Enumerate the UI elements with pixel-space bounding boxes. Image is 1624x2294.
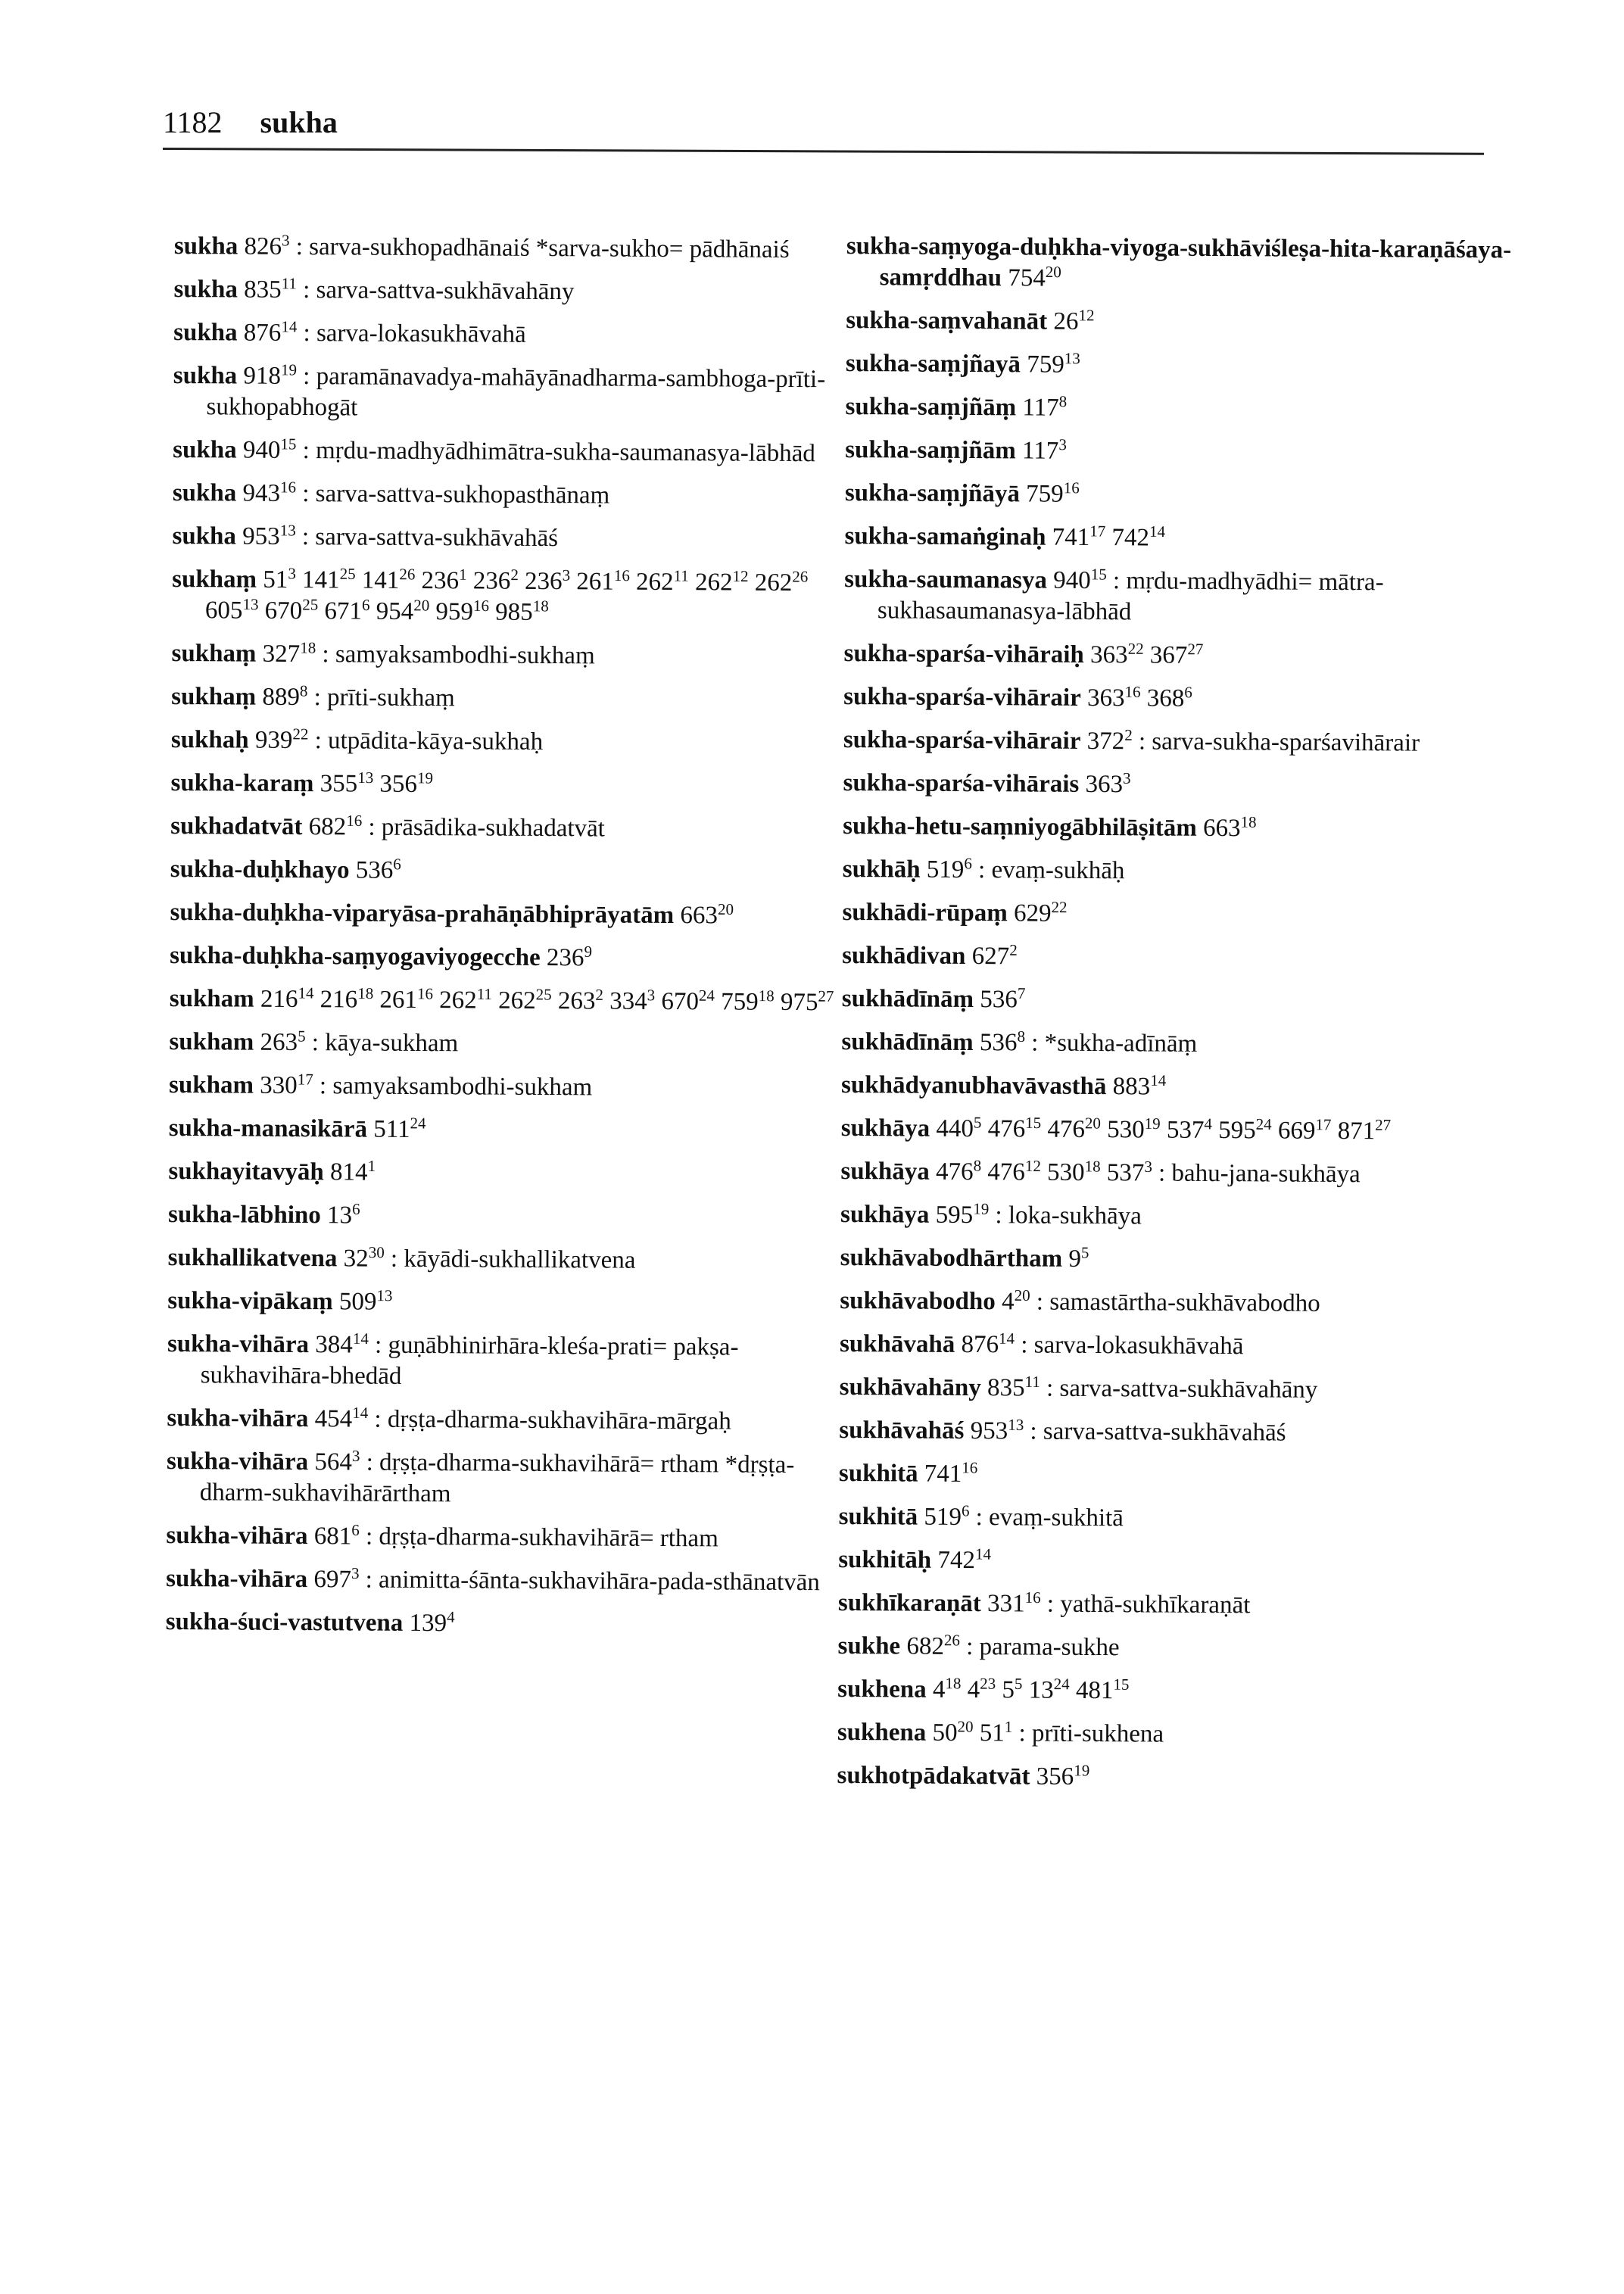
entry-references: $835^{11}$ (987, 1372, 1040, 1402)
index-entry: sukha-saumanasya $940^{15}$ : mṛdu-madhyādhi= mātra-sukhasaumanasya-lābhād (844, 565, 1384, 626)
entry-references: $536^8$ (979, 1027, 1026, 1057)
entry-gloss: mṛdu-madhyādhi= mātra-sukhasaumanasya-lābhād (877, 567, 1384, 626)
entry-gloss: loka-sukhāya (1008, 1202, 1142, 1230)
index-entry: sukhāḥ $519^6$ : evaṃ-sukhāḥ (842, 854, 1125, 885)
entry-references: $536^7$ (980, 983, 1026, 1014)
entry-headword: sukha-lābhino (167, 1200, 321, 1230)
entry-headword: sukha-saṃjñām (845, 435, 1016, 465)
entry-gloss: bahu-jana-sukhāya (1171, 1159, 1361, 1189)
index-entry: sukha $943^{16}$ : sarva-sattva-sukhopasthānaṃ (172, 478, 610, 510)
entry-headword: sukhe (837, 1632, 901, 1660)
entry-references: $814^1$ (329, 1157, 376, 1186)
entry-references: $629^{22}$ (1013, 898, 1068, 927)
entry-references: $889^8$ (262, 681, 308, 712)
entry-gloss: samyaksambodhi-sukham (332, 1072, 593, 1102)
index-entry (838, 1544, 1520, 1579)
entry-references: $939^{22}$ (254, 725, 309, 754)
entry-gloss: evaṃ-sukhāḥ (991, 856, 1125, 885)
entry-gloss: kāyādi-sukhallikatvena (404, 1245, 636, 1274)
index-entry (846, 231, 1527, 297)
entry-references: $943^{16}$ (242, 478, 297, 507)
entry-headword: sukhayitavyāḥ (168, 1157, 324, 1186)
index-entry (846, 305, 1527, 340)
entry-headword: sukha-sparśa-vihārais (843, 768, 1080, 798)
entry-headword: sukhādyanubhavāvasthā (840, 1071, 1107, 1101)
index-entry: sukha-vihāra $454^{14}$ : dṛṣṭa-dharma-sukhavihāra-mārgaḥ (167, 1403, 731, 1435)
entry-headword: sukhāya (840, 1157, 930, 1186)
entry-references: $940^{15}$ (1053, 565, 1107, 594)
entry-headword: sukha-saṃjñāṃ (845, 392, 1017, 422)
index-entry: sukha-vihāra $681^6$ : dṛṣṭa-dharma-sukhavihārā= rtham (166, 1520, 718, 1553)
entry-headword: sukhāvahāś (839, 1416, 965, 1445)
entry-references: $139^4$ (409, 1607, 455, 1638)
index-entry: sukha $940^{15}$ : mṛdu-madhyādhimātra-sukha-saumanasya-lābhād (173, 435, 815, 468)
entry-references: $384^{14}$ (315, 1329, 369, 1359)
entry-references: $509^{13}$ (338, 1286, 393, 1316)
left-column (166, 231, 856, 1653)
entry-references: $327^{18}$ (262, 638, 316, 669)
entry-headword: sukha-sparśa-vihārair (843, 682, 1081, 712)
entry-headword: sukham (169, 984, 254, 1013)
entry-headword: sukha-vihāra (167, 1404, 309, 1433)
entry-gloss: paramānavadya-mahāyānadharma-sambhoga-prīti-sukhopabhogāt (206, 363, 826, 422)
index-entry (842, 983, 1523, 1018)
entry-headword: sukhādīnāṃ (841, 984, 974, 1014)
entry-gloss: prīti-sukhena (1031, 1719, 1164, 1748)
entry-references: $51^3$ $141^{25}$ $141^{26}$ $236^1$ $236^2$ $236^3$ $261^{16}$ $262^{11}$ $262^{12}$ $262^{26}$ $605^{13}$ $670^{25}$ $671^6$ $954^{20}$ $959^{16}$ $985^{18}$ (204, 564, 809, 626)
index-entry: sukhāvahā $876^{14}$ : sarva-lokasukhāvahā (839, 1329, 1244, 1361)
entry-references: $454^{14}$ (314, 1403, 369, 1433)
entry-gloss: guṇābhinirhāra-kleśa-prati= pakṣa-sukhavihāra-bhedād (200, 1331, 739, 1390)
entry-headword: sukhitāḥ (838, 1545, 932, 1574)
entry-headword: sukha-saṃyoga-duḥkha-viyoga-sukhāviśleṣa-hita-karaṇāśaya-samṛddhau (846, 232, 1512, 292)
entry-references: $876^{14}$ (243, 317, 298, 347)
index-entry: sukha-vihāra $564^3$ : dṛṣṭa-dharma-sukhavihārā= rtham *dṛṣṭa-dharm-sukhavihārārtham (166, 1446, 795, 1508)
entry-headword: sukha-saṃjñāyā (844, 478, 1021, 508)
index-entry (170, 940, 851, 975)
entry-references: $519^6$ (926, 854, 972, 884)
entry-references: $511^{24}$ (373, 1114, 426, 1143)
entry-headword: sukha-duḥkha-viparyāsa-prahāṇābhiprāyatām (170, 898, 675, 930)
entry-references: $682^{16}$ (308, 811, 363, 841)
entry-references: $117^8$ (1022, 392, 1068, 422)
entry-headword: sukhadatvāt (170, 812, 303, 841)
entry-headword: sukham (169, 1027, 254, 1056)
entry-references: $835^{11}$ (244, 274, 298, 304)
entry-headword: sukha (173, 435, 237, 464)
header-rule (163, 148, 1484, 155)
page-number: 1182 (163, 105, 223, 139)
right-column (837, 231, 1528, 1807)
entry-headword: sukhitā (838, 1502, 918, 1531)
entry-references: $759^{13}$ (1027, 349, 1080, 379)
entry-references: $519^6$ (924, 1501, 970, 1531)
entry-headword: sukhaṃ (172, 565, 257, 594)
entry-references: $564^3$ (314, 1446, 360, 1476)
entry-headword: sukha-duḥkha-saṃyogaviyogecche (170, 941, 541, 971)
entry-headword: sukhena (837, 1675, 927, 1703)
index-entry: sukhāvahāś $953^{13}$ : sarva-sattva-sukhāvahāś (839, 1415, 1286, 1447)
entry-headword: sukhādīnāṃ (841, 1027, 974, 1057)
index-entry (170, 854, 852, 889)
index-entry (837, 1674, 1519, 1709)
entry-references: $50^{20}$ $51^1$ (932, 1717, 1013, 1747)
entry-headword: sukhaṃ (171, 682, 257, 711)
entry-references: $216^{14}$ $216^{18}$ $261^{16}$ $262^{11}$ $262^{25}$ $263^2$ $334^3$ $670^{24}$ $759^{18}$ $975^{27}$ (260, 983, 834, 1017)
entry-gloss: dṛṣṭa-dharma-sukhavihārā= rtham *dṛṣṭa-dharm-sukhavihārārtham (199, 1448, 795, 1508)
entry-headword: sukha (173, 232, 238, 260)
entry-headword: sukha-vipākaṃ (167, 1286, 333, 1316)
index-entry: sukha $835^{11}$ : sarva-sattva-sukhāvahāny (173, 274, 575, 306)
entry-headword: sukha (172, 522, 237, 550)
entry-gloss: *sukha-adīnāṃ (1044, 1029, 1198, 1058)
index-entry (837, 1760, 1518, 1795)
entry-references: $536^6$ (355, 855, 401, 884)
index-entry (172, 564, 853, 630)
index-entry (168, 1199, 849, 1234)
entry-headword: sukha-saumanasya (844, 565, 1048, 594)
entry-gloss: sarva-sukhopadhānaiś *sarva-sukho= pādhānaiś (309, 233, 790, 263)
index-entry: sukha-vihāra $384^{14}$ : guṇābhinirhāra-kleśa-prati= pakṣa-sukhavihāra-bhedād (167, 1329, 739, 1390)
index-entry: sukhallikatvena $32^{30}$ : kāyādi-sukhallikatvena (167, 1243, 636, 1274)
entry-headword: sukhādivan (842, 941, 966, 970)
entry-headword: sukha-samaṅginaḥ (844, 522, 1046, 551)
entry-headword: sukhādi-rūpaṃ (842, 898, 1008, 927)
index-entry (843, 638, 1525, 673)
entry-references: $663^{20}$ (680, 899, 734, 930)
entry-gloss: sarva-lokasukhāvahā (1033, 1331, 1244, 1361)
entry-headword: sukham (168, 1071, 254, 1099)
entry-references: $363^{22}$ $367^{27}$ (1089, 639, 1204, 669)
entry-headword: sukha (172, 478, 237, 507)
entry-gloss: samastārtha-sukhāvabodho (1049, 1288, 1320, 1317)
index-entry: sukhāvahāny $835^{11}$ : sarva-sattva-sukhāvahāny (839, 1372, 1318, 1404)
entry-references: $742^{14}$ (937, 1544, 992, 1575)
index-entry (845, 391, 1526, 426)
entry-references: $263^5$ (260, 1027, 306, 1057)
entry-headword: sukhāya (840, 1200, 930, 1229)
index-entry: sukha $918^{19}$ : paramānavadya-mahāyānadharma-sambhoga-prīti-sukhopabhogāt (173, 360, 826, 422)
index-entry: sukhadatvāt $682^{16}$ : prāsādika-sukhadatvāt (170, 811, 606, 843)
entry-headword: sukhāḥ (842, 855, 921, 884)
index-entry: sukhaṃ $889^8$ : prīti-sukhaṃ (171, 681, 455, 712)
entry-headword: sukha-saṃvahanāt (846, 306, 1048, 335)
entry-references: $13^6$ (326, 1199, 360, 1230)
entry-headword: sukha-vihāra (166, 1564, 308, 1594)
entry-references: $663^{18}$ (1202, 812, 1257, 843)
entry-references: $876^{14}$ (961, 1329, 1015, 1359)
entry-references: $940^{15}$ (242, 435, 297, 464)
index-entry: sukhe $682^{26}$ : parama-sukhe (837, 1631, 1120, 1662)
entry-gloss: sarva-sattva-sukhāvahāś (315, 523, 559, 553)
entry-gloss: sarva-sattva-sukhāvahāny (316, 276, 575, 306)
index-entry (845, 478, 1526, 513)
entry-references: $330^{17}$ (260, 1070, 313, 1100)
index-entry: sukhaḥ $939^{22}$ : utpādita-kāya-sukhaḥ (170, 725, 544, 756)
entry-references: $26^{12}$ (1053, 306, 1095, 335)
index-entry (841, 1113, 1523, 1148)
index-entry: sukham $263^5$ : kāya-sukham (169, 1027, 459, 1058)
index-entry (841, 1070, 1523, 1105)
index-entry: sukha $953^{13}$ : sarva-sattva-sukhāvahāś (172, 521, 559, 553)
entry-gloss: sarva-sukha-sparśavihārair (1152, 728, 1420, 757)
entry-references: $356^{19}$ (1036, 1761, 1090, 1791)
index-entry (170, 897, 851, 932)
index-entry (844, 521, 1526, 556)
entry-references: $627^2$ (971, 940, 1018, 971)
index-entry (843, 768, 1524, 803)
entry-gloss: parama-sukhe (979, 1633, 1120, 1662)
index-entry (166, 1607, 847, 1641)
entry-headword: sukha-sparśa-vihāraiḥ (843, 639, 1084, 669)
index-entry: sukhāya $476^8$ $476^{12}$ $530^{18}$ $537^3$ : bahu-jana-sukhāya (840, 1156, 1361, 1189)
entry-references: $741^{16}$ (924, 1458, 978, 1488)
entry-references: $595^{19}$ (935, 1199, 990, 1230)
entry-references: $4^{20}$ (1001, 1286, 1030, 1316)
entry-gloss: dṛṣṭa-dharma-sukhavihārā= rtham (379, 1523, 718, 1553)
entry-references: $826^3$ (244, 231, 290, 260)
entry-headword: sukha-saṃjñayā (845, 349, 1021, 379)
entry-references: $759^{16}$ (1026, 478, 1080, 508)
index-entry (842, 940, 1523, 975)
entry-references: $754^{20}$ (1008, 263, 1061, 292)
index-entry: sukham $330^{17}$ : samyaksambodhi-sukham (168, 1070, 593, 1102)
index-entry: sukhīkaraṇāt $331^{16}$ : yathā-sukhīkaraṇāt (837, 1588, 1251, 1619)
entry-headword: sukhallikatvena (167, 1243, 338, 1273)
entry-references: $363^3$ (1085, 768, 1131, 799)
index-entry: sukha-sparśa-vihārair $372^2$ : sarva-sukha-sparśavihārair (843, 725, 1420, 757)
entry-gloss: sarva-sattva-sukhāvahāny (1059, 1374, 1318, 1404)
entry-headword: sukhāvabodho (840, 1286, 996, 1316)
index-entry: sukhena $50^{20}$ $51^1$ : prīti-sukhena (837, 1717, 1164, 1748)
entry-headword: sukha-karaṃ (170, 768, 314, 798)
index-entry (845, 435, 1526, 469)
entry-gloss: kāya-sukham (325, 1029, 459, 1058)
entry-references: $236^9$ (546, 942, 593, 972)
entry-headword: sukhāvabodhārtham (840, 1243, 1063, 1273)
index-entry (843, 681, 1525, 716)
entry-references: $697^3$ (313, 1563, 360, 1594)
entry-references: $32^{30}$ (343, 1243, 385, 1273)
entry-references: $440^5$ $476^{15}$ $476^{20}$ $530^{19}$ $537^4$ $595^{24}$ $669^{17}$ $871^{27}$ (936, 1113, 1392, 1145)
entry-gloss: sarva-lokasukhāvahā (316, 319, 526, 348)
entry-headword: sukhāya (840, 1114, 930, 1142)
index-entry: sukhāya $595^{19}$ : loka-sukhāya (840, 1199, 1142, 1230)
entry-gloss: sarva-sattva-sukhopasthānaṃ (315, 480, 610, 510)
entry-references: $363^{16}$ $368^6$ (1086, 682, 1192, 712)
entry-headword: sukhena (837, 1718, 927, 1747)
entry-headword: sukhaḥ (170, 725, 249, 754)
entry-references: $372^2$ (1086, 725, 1133, 756)
entry-headword: sukhitā (838, 1459, 918, 1488)
entry-gloss: utpādita-kāya-sukhaḥ (327, 727, 544, 756)
index-entry (170, 768, 852, 803)
entry-references: $918^{19}$ (243, 360, 298, 390)
entry-references: $681^6$ (313, 1520, 360, 1551)
index-entry: sukhādīnāṃ $536^8$ : *sukha-adīnāṃ (841, 1027, 1198, 1058)
entry-headword: sukha-vihāra (166, 1521, 308, 1551)
entry-headword: sukha (173, 275, 238, 304)
index-entry: sukhaṃ $327^{18}$ : samyaksambodhi-sukhaṃ (171, 638, 595, 670)
index-entry: sukhitā $519^6$ : evaṃ-sukhitā (838, 1501, 1124, 1532)
entry-references: $682^{26}$ (906, 1631, 961, 1660)
entry-headword: sukha-duḥkhayo (170, 855, 350, 884)
entry-headword: sukha-hetu-saṃniyogābhilāṣitām (843, 812, 1197, 842)
entry-gloss: prīti-sukhaṃ (326, 684, 455, 712)
entry-references: $953^{13}$ (242, 521, 296, 550)
entry-gloss: evaṃ-sukhitā (988, 1504, 1124, 1532)
entry-references: $4^{18}$ $4^{23}$ $5^5$ $13^{24}$ $481^{15}$ (932, 1674, 1130, 1705)
entry-gloss: yathā-sukhīkaraṇāt (1060, 1590, 1251, 1619)
entry-gloss: dṛṣṭa-dharma-sukhavihāra-mārgaḥ (387, 1405, 731, 1435)
entry-headword: sukha (173, 318, 238, 347)
index-entry (168, 1156, 849, 1191)
entry-references: $355^{13}$ $356^{19}$ (320, 768, 434, 798)
index-entry (840, 1242, 1522, 1277)
index-entry (843, 811, 1524, 846)
entry-headword: sukha (173, 361, 238, 390)
index-entry: sukha $876^{14}$ : sarva-lokasukhāvahā (173, 317, 526, 348)
index-entry (839, 1458, 1520, 1493)
entry-headword: sukha-sparśa-vihārair (843, 725, 1081, 755)
entry-references: $741^{17}$ $742^{14}$ (1052, 522, 1166, 552)
entry-headword: sukha-vihāra (166, 1447, 309, 1476)
running-head-word: sukha (260, 105, 338, 139)
entry-gloss: mṛdu-madhyādhimātra-sukha-saumanasya-lābhād (315, 437, 815, 468)
entry-headword: sukhāvahāny (839, 1373, 981, 1402)
index-entry (846, 348, 1527, 383)
entry-gloss: sarva-sattva-sukhāvahāś (1043, 1417, 1286, 1447)
entry-references: $953^{13}$ (970, 1415, 1024, 1445)
entry-references: $117^3$ (1021, 435, 1067, 465)
entry-references: $476^8$ $476^{12}$ $530^{18}$ $537^3$ (935, 1156, 1152, 1187)
index-entry (169, 1113, 850, 1148)
index-entry: sukhāvabodho $4^{20}$ : samastārtha-sukhāvabodho (840, 1286, 1320, 1317)
index-entry (842, 897, 1523, 932)
entry-headword: sukha-vihāra (167, 1329, 310, 1359)
entry-headword: sukha-manasikārā (168, 1114, 368, 1143)
running-head (163, 104, 338, 140)
index-entry (167, 1286, 849, 1320)
entry-headword: sukhaṃ (171, 639, 257, 668)
entry-headword: sukhāvahā (839, 1329, 955, 1358)
index-entry: sukha $826^3$ : sarva-sukhopadhānaiś *sarva-sukho= pādhānaiś (173, 231, 790, 263)
index-entry (170, 983, 851, 1018)
entry-references: $883^{14}$ (1112, 1071, 1167, 1101)
entry-references: $9^5$ (1068, 1243, 1089, 1273)
entry-headword: sukha-śuci-vastutvena (165, 1607, 404, 1637)
entry-gloss: samyaksambodhi-sukhaṃ (335, 641, 595, 670)
entry-gloss: animitta-śānta-sukhavihāra-pada-sthānatvān (378, 1566, 820, 1597)
entry-references: $331^{16}$ (987, 1588, 1041, 1618)
index-entry: sukha-vihāra $697^3$ : animitta-śānta-sukhavihāra-pada-sthānatvān (166, 1563, 820, 1597)
entry-gloss: prāsādika-sukhadatvāt (381, 813, 606, 843)
entry-headword: sukhīkaraṇāt (837, 1588, 981, 1618)
entry-headword: sukhotpādakatvāt (837, 1761, 1030, 1791)
